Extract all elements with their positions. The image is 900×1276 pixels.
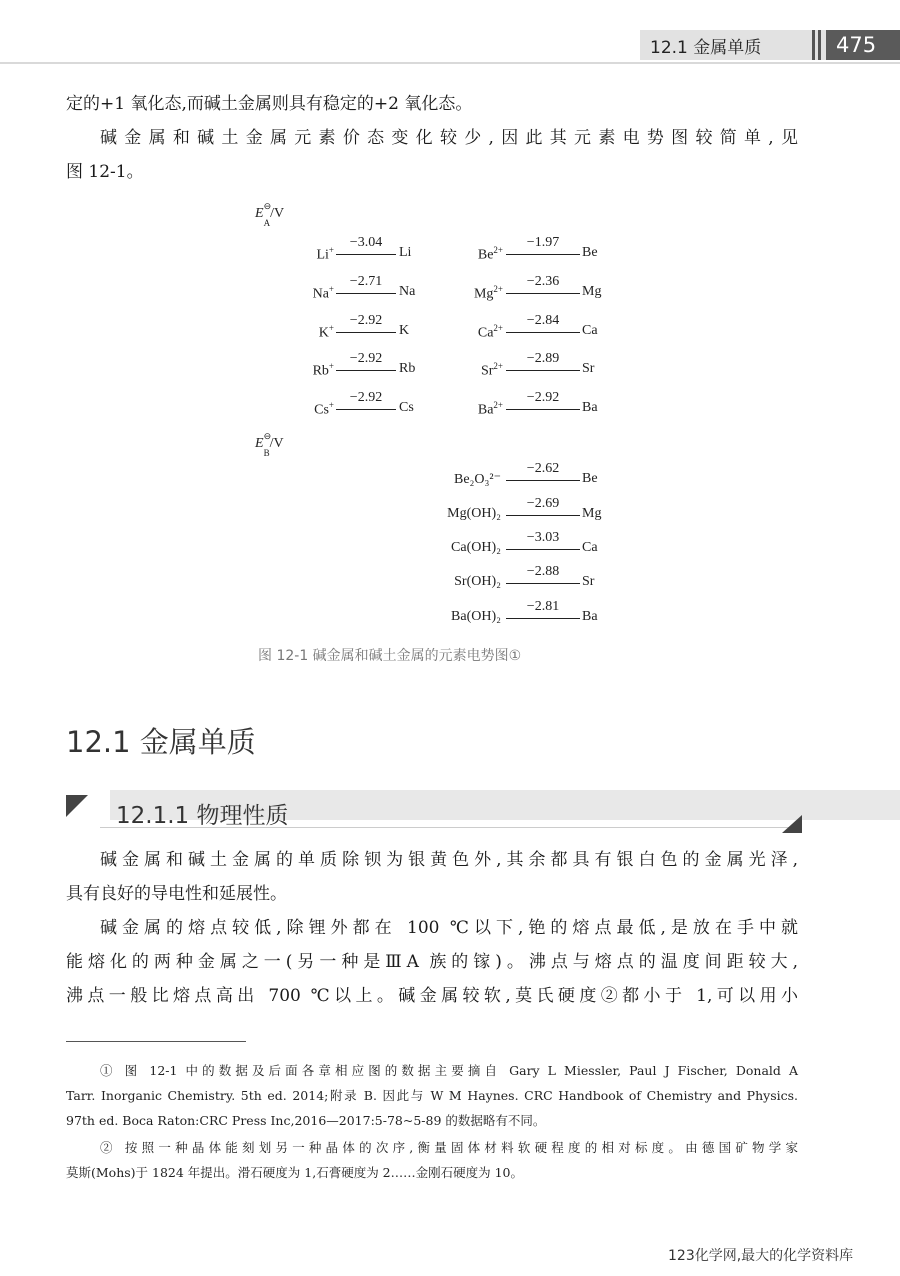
paragraph-line: 碱金属和碱土金属元素价态变化较少,因此其元素电势图较简单,见 — [100, 128, 798, 148]
potential-value: −2.81 — [526, 599, 560, 614]
oxidized-formula: Li — [316, 247, 329, 263]
potential-line — [506, 332, 580, 333]
reduced-species-base: Ca — [582, 540, 598, 555]
paragraph-line: 沸点一般比熔点高出 700 ℃以上。碱金属较软,莫氏硬度②都小于 1,可以用小 — [66, 986, 798, 1006]
charge-superscript: + — [328, 361, 334, 371]
potential-line — [506, 370, 580, 371]
potential-value: −2.36 — [526, 274, 560, 289]
oxidized-formula: Mg — [473, 286, 494, 302]
footnote-line: ② 按照一种晶体能刻划另一种晶体的次序,衡量固体材料软硬程度的相对标度。由德国矿物学家 — [100, 1140, 798, 1155]
oxidized-formula: Sr — [480, 363, 494, 379]
corner-triangle-left — [66, 795, 88, 817]
reduced-species-alkali: Cs — [399, 400, 414, 415]
reduced-species-alkaline-earth: Ba — [582, 400, 598, 415]
oxidized-species-base — [451, 609, 501, 625]
oxidized-species-alkaline-earth — [474, 284, 503, 303]
oxidized-species-alkaline-earth — [478, 323, 503, 342]
subsection-heading: 12.1.1 物理性质 — [116, 803, 289, 829]
oxidized-species-base — [447, 506, 501, 522]
oxidized-formula: Ca(OH)₂ — [451, 540, 501, 555]
page-number: 475 — [826, 30, 900, 60]
footnote-line: 97th ed. Boca Raton:CRC Press Inc,2016—2017:5-78~5-89 的数据略有不同。 — [66, 1113, 546, 1128]
potential-line — [336, 293, 396, 294]
footnote-line: 莫斯(Mohs)于 1824 年提出。滑石硬度为 1,石膏硬度为 2……金刚石硬度为 10。 — [66, 1165, 524, 1180]
charge-superscript: 2+ — [493, 400, 503, 410]
paragraph-line: 图 12-1。 — [66, 162, 144, 182]
potential-value: −2.71 — [349, 274, 383, 289]
footnote-line: ① 图 12-1 中的数据及后面各章相应图的数据主要摘自 Gary L Miessler, Paul J Fischer, Donald A — [100, 1063, 798, 1078]
potential-value: −1.97 — [526, 235, 560, 250]
charge-superscript: 2+ — [493, 323, 503, 333]
paragraph-line: 具有良好的导电性和延展性。 — [66, 884, 287, 904]
reduced-species-alkaline-earth: Sr — [582, 361, 595, 376]
oxidized-formula: Ba(OH)₂ — [451, 609, 501, 624]
potential-line — [506, 549, 580, 550]
footnote-rule — [66, 1041, 246, 1042]
oxidized-species-base — [454, 574, 501, 590]
footnote-line: Tarr. Inorganic Chemistry. 5th ed. 2014;附录 B. 因此与 W M Haynes. CRC Handbook of Chemistry and Physics. — [66, 1088, 798, 1103]
potential-line — [336, 332, 396, 333]
charge-superscript: 2+ — [493, 361, 503, 371]
section-heading: 12.1 金属单质 — [66, 725, 256, 759]
reduced-species-alkaline-earth: Ca — [582, 323, 598, 338]
reduced-species-alkaline-earth: Mg — [582, 284, 602, 299]
potential-line — [336, 370, 396, 371]
charge-superscript: + — [328, 284, 334, 294]
potential-value: −2.92 — [349, 390, 383, 405]
oxidized-formula: Na — [312, 286, 329, 302]
oxidized-formula: Sr(OH)₂ — [454, 574, 501, 589]
oxidized-formula: Rb — [312, 363, 329, 379]
potential-line — [506, 409, 580, 410]
oxidized-formula: Ba — [477, 402, 494, 418]
potential-value: −2.69 — [526, 496, 560, 511]
potential-line — [506, 618, 580, 619]
potential-value: −2.92 — [349, 313, 383, 328]
potential-value: −3.03 — [526, 530, 560, 545]
potential-line — [506, 254, 580, 255]
reduced-species-base: Ba — [582, 609, 598, 624]
paragraph-line: 碱金属的熔点较低,除锂外都在 100 ℃以下,铯的熔点最低,是放在手中就 — [100, 918, 798, 938]
acid-medium-label: E ⊖ $_A$/V — [255, 201, 285, 228]
reduced-species-alkaline-earth: Be — [582, 245, 598, 260]
charge-superscript: + — [328, 245, 334, 255]
potential-line — [506, 515, 580, 516]
reduced-species-alkali: Na — [399, 284, 416, 299]
oxidized-species-alkaline-earth — [478, 400, 503, 419]
oxidized-formula: K — [318, 325, 329, 341]
charge-superscript: 2+ — [493, 284, 503, 294]
base-medium-label: E ⊖ $_B$/V — [255, 431, 284, 458]
potential-value: −2.92 — [526, 390, 560, 405]
reduced-species-base: Sr — [582, 574, 595, 589]
oxidized-species-base — [454, 471, 501, 488]
potential-line — [506, 480, 580, 481]
running-section-title: 12.1 金属单质 — [650, 38, 762, 58]
charge-superscript: 2+ — [493, 245, 503, 255]
oxidized-formula: Mg(OH)₂ — [447, 506, 501, 521]
corner-triangle-right — [782, 815, 802, 833]
reduced-species-base: Mg — [582, 506, 602, 521]
potential-line — [506, 583, 580, 584]
reduced-species-alkali: Rb — [399, 361, 416, 376]
site-watermark: 123化学网,最大的化学资料库 — [668, 1248, 854, 1264]
paragraph-line: 定的+1 氧化态,而碱土金属则具有稳定的+2 氧化态。 — [66, 94, 473, 114]
reduced-species-base: Be — [582, 471, 598, 486]
potential-value: −2.88 — [526, 564, 560, 579]
oxidized-species-alkaline-earth — [478, 245, 503, 264]
oxidized-formula: Ca — [477, 325, 494, 341]
oxidized-formula: Be₂O₃²⁻ — [453, 472, 501, 487]
oxidized-formula: Cs — [314, 402, 329, 418]
charge-superscript: + — [328, 323, 334, 333]
potential-value: −2.92 — [349, 351, 383, 366]
potential-value: −2.62 — [526, 461, 560, 476]
reduced-species-alkali: Li — [399, 245, 412, 260]
paragraph-line: 能熔化的两种金属之一(另一种是ⅢA 族的镓)。沸点与熔点的温度间距较大, — [66, 952, 798, 972]
oxidized-formula: Be — [477, 247, 494, 263]
paragraph-line: 碱金属和碱土金属的单质除钡为银黄色外,其余都具有银白色的金属光泽, — [100, 850, 798, 870]
charge-superscript: + — [328, 400, 334, 410]
potential-line — [336, 254, 396, 255]
oxidized-species-base — [451, 540, 501, 556]
reduced-species-alkali: K — [399, 323, 410, 338]
figure-caption: 图 12-1 碱金属和碱土金属的元素电势图① — [258, 648, 522, 664]
potential-value: −2.89 — [526, 351, 560, 366]
potential-value: −2.84 — [526, 313, 560, 328]
potential-line — [336, 409, 396, 410]
potential-line — [506, 293, 580, 294]
oxidized-species-alkaline-earth — [481, 361, 503, 380]
potential-value: −3.04 — [349, 235, 383, 250]
